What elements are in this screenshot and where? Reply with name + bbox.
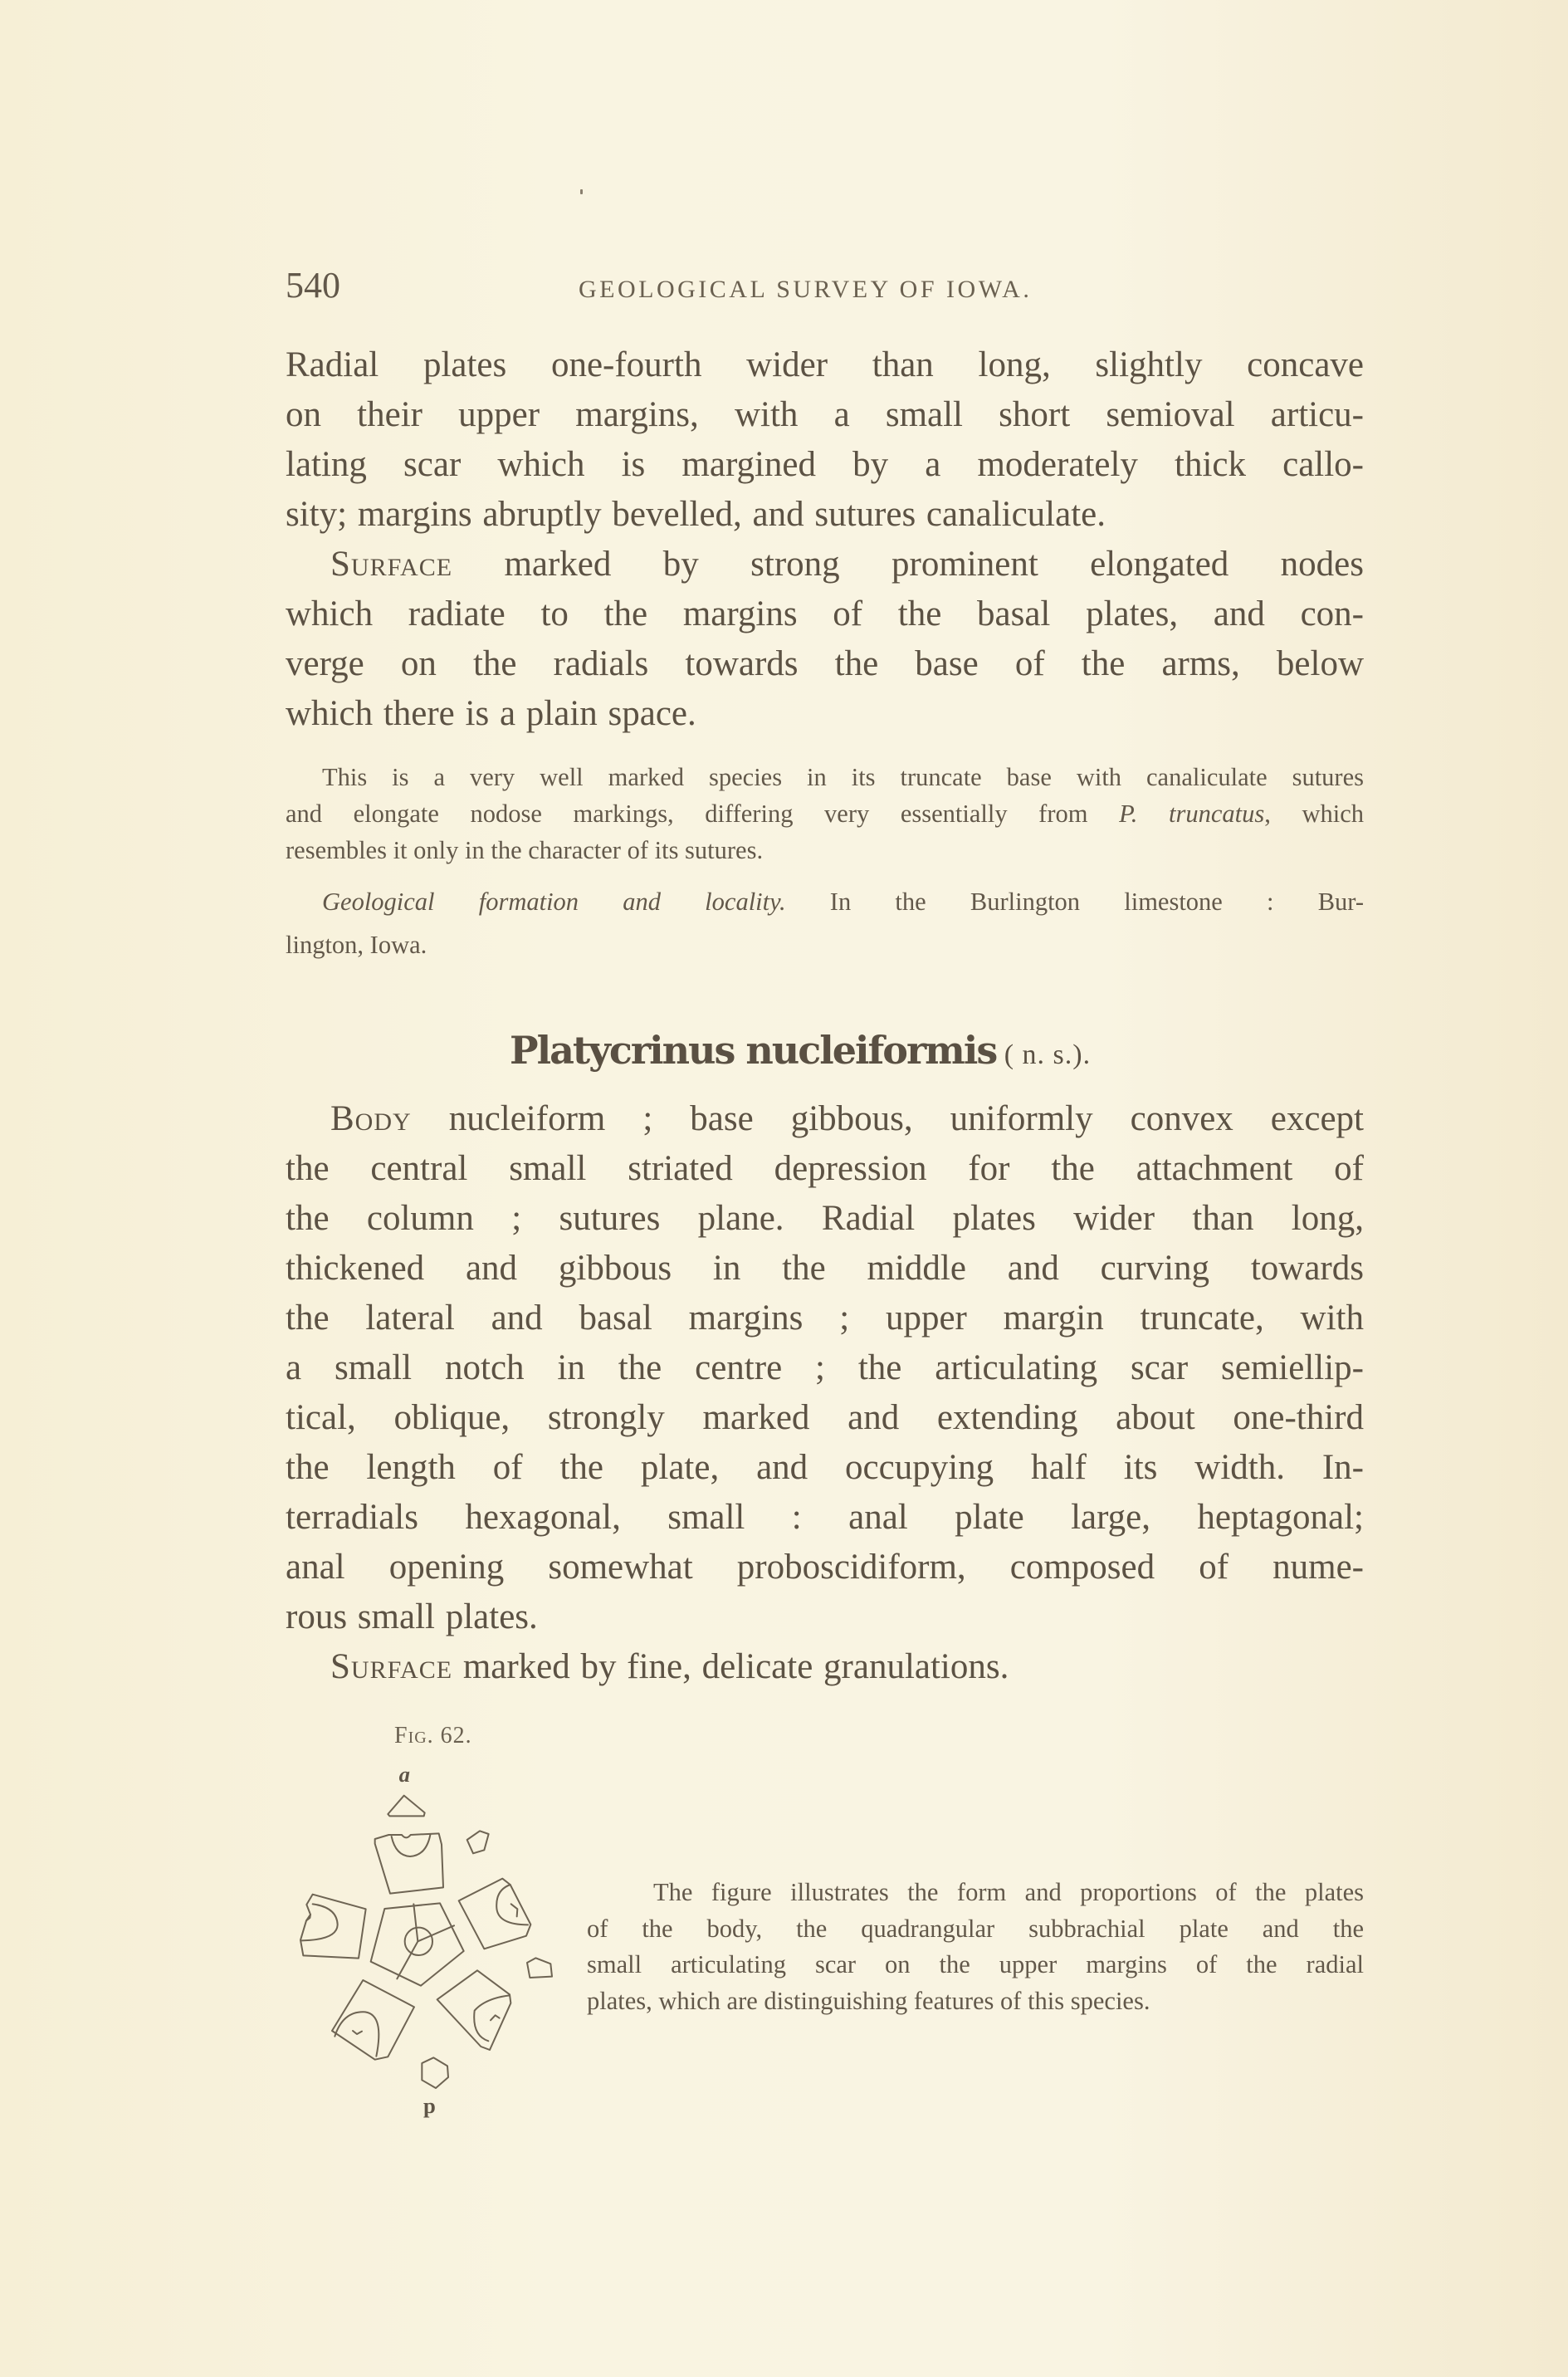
species-reference: P. truncatus bbox=[1119, 800, 1265, 828]
text-line: terradials hexagonal, small : anal plate large, heptagonal; bbox=[286, 1498, 1364, 1537]
text-line: the column ; sutures plane. Radial plates wider than long, bbox=[286, 1199, 1364, 1238]
radial-plate-top bbox=[375, 1833, 443, 1893]
plate-diagram-figure bbox=[274, 1710, 606, 2150]
caption-line: The figure illustrates the form and proportions of the plates bbox=[653, 1878, 1364, 1906]
text-line: resembles it only in the character of its sutures. bbox=[286, 836, 764, 864]
paragraph-locality bbox=[286, 880, 1364, 966]
locality-label: Geological formation and locality. bbox=[322, 888, 786, 916]
text-line: the length of the plate, and occupying half its width. In- bbox=[286, 1448, 1364, 1487]
text-line: This is a very well marked species in its truncate base with canaliculate sutures bbox=[322, 763, 1364, 791]
text-line: a small notch in the centre ; the articulating scar semiellip- bbox=[286, 1348, 1364, 1387]
text-line: the central small striated depression for the attachment of bbox=[286, 1149, 1364, 1188]
species-designation: ( n. s.). bbox=[996, 1039, 1092, 1070]
anal-hexagon-plate bbox=[422, 2057, 448, 2088]
radial-plate-right bbox=[459, 1879, 531, 1949]
text-line: verge on the radials towards the base of the arms, below bbox=[286, 644, 1364, 683]
caption-line: plates, which are distinguishing features of this species. bbox=[587, 1986, 1150, 2015]
text-line: sity; margins abruptly bevelled, and sutures canaliculate. bbox=[286, 495, 1106, 534]
figure-letter-a: a bbox=[398, 1762, 410, 1787]
figure-letter-p: p bbox=[423, 2093, 436, 2118]
paragraph-remark bbox=[286, 759, 1364, 868]
running-title: GEOLOGICAL SURVEY OF IOWA. bbox=[579, 276, 1033, 303]
paragraph-description bbox=[286, 1094, 1364, 1692]
text-line: Radial plates one-fourth wider than long, slightly concave bbox=[286, 345, 1364, 384]
text-line: which there is a plain space. bbox=[286, 694, 696, 733]
text-line: on their upper margins, with a small short semioval articu- bbox=[286, 395, 1364, 434]
text-line: Surface marked by strong prominent elongated nodes bbox=[330, 545, 1364, 584]
surface-lead: Surface bbox=[330, 545, 453, 584]
text-line: lating scar which is margined by a moderately thick callo- bbox=[286, 445, 1364, 484]
surface-lead: Surface bbox=[330, 1647, 453, 1686]
text-line: Geological formation and locality. In the Burlington limestone : Bur- bbox=[322, 888, 1364, 916]
text-line: tical, oblique, strongly marked and extending about one-third bbox=[286, 1398, 1364, 1437]
species-name: Platycrinus nucleiformis bbox=[510, 1028, 997, 1073]
interradial-plate-upper-right bbox=[467, 1831, 489, 1853]
paragraph-surface bbox=[286, 540, 1364, 739]
caption-line: of the body, the quadrangular subbrachial plate and the bbox=[587, 1914, 1364, 1943]
text-line: which radiate to the margins of the basal plates, and con- bbox=[286, 594, 1364, 633]
text-line: and elongate nodose markings, differing very essentially from P. truncatus, which bbox=[286, 800, 1364, 828]
text-line: rous small plates. bbox=[286, 1597, 538, 1636]
paper-speck bbox=[580, 189, 583, 194]
species-heading bbox=[510, 1030, 1091, 1076]
basal-plate bbox=[371, 1903, 464, 1985]
text-line: lington, Iowa. bbox=[286, 931, 427, 959]
text-line: Body nucleiform ; base gibbous, uniformly convex except bbox=[330, 1099, 1364, 1138]
radial-plate-left bbox=[300, 1895, 366, 1959]
figure-label: Fig. 62. bbox=[394, 1723, 472, 1749]
text-line: Surface marked by fine, delicate granulations. bbox=[330, 1647, 1009, 1686]
caption-line: small articulating scar on the upper margins of the radial bbox=[587, 1950, 1364, 1978]
text-line: the lateral and basal margins ; upper margin truncate, with bbox=[286, 1299, 1364, 1338]
body-lead: Body bbox=[330, 1099, 412, 1138]
interradial-plate-right bbox=[527, 1958, 552, 1978]
page-number: 540 bbox=[286, 265, 340, 306]
text-line: anal opening somewhat proboscidiform, composed of nume- bbox=[286, 1548, 1364, 1587]
top-small-plate bbox=[388, 1796, 424, 1817]
text-line: thickened and gibbous in the middle and curving towards bbox=[286, 1249, 1364, 1288]
paragraph-radial-plates bbox=[286, 340, 1364, 540]
figure-caption bbox=[587, 1875, 1364, 2019]
